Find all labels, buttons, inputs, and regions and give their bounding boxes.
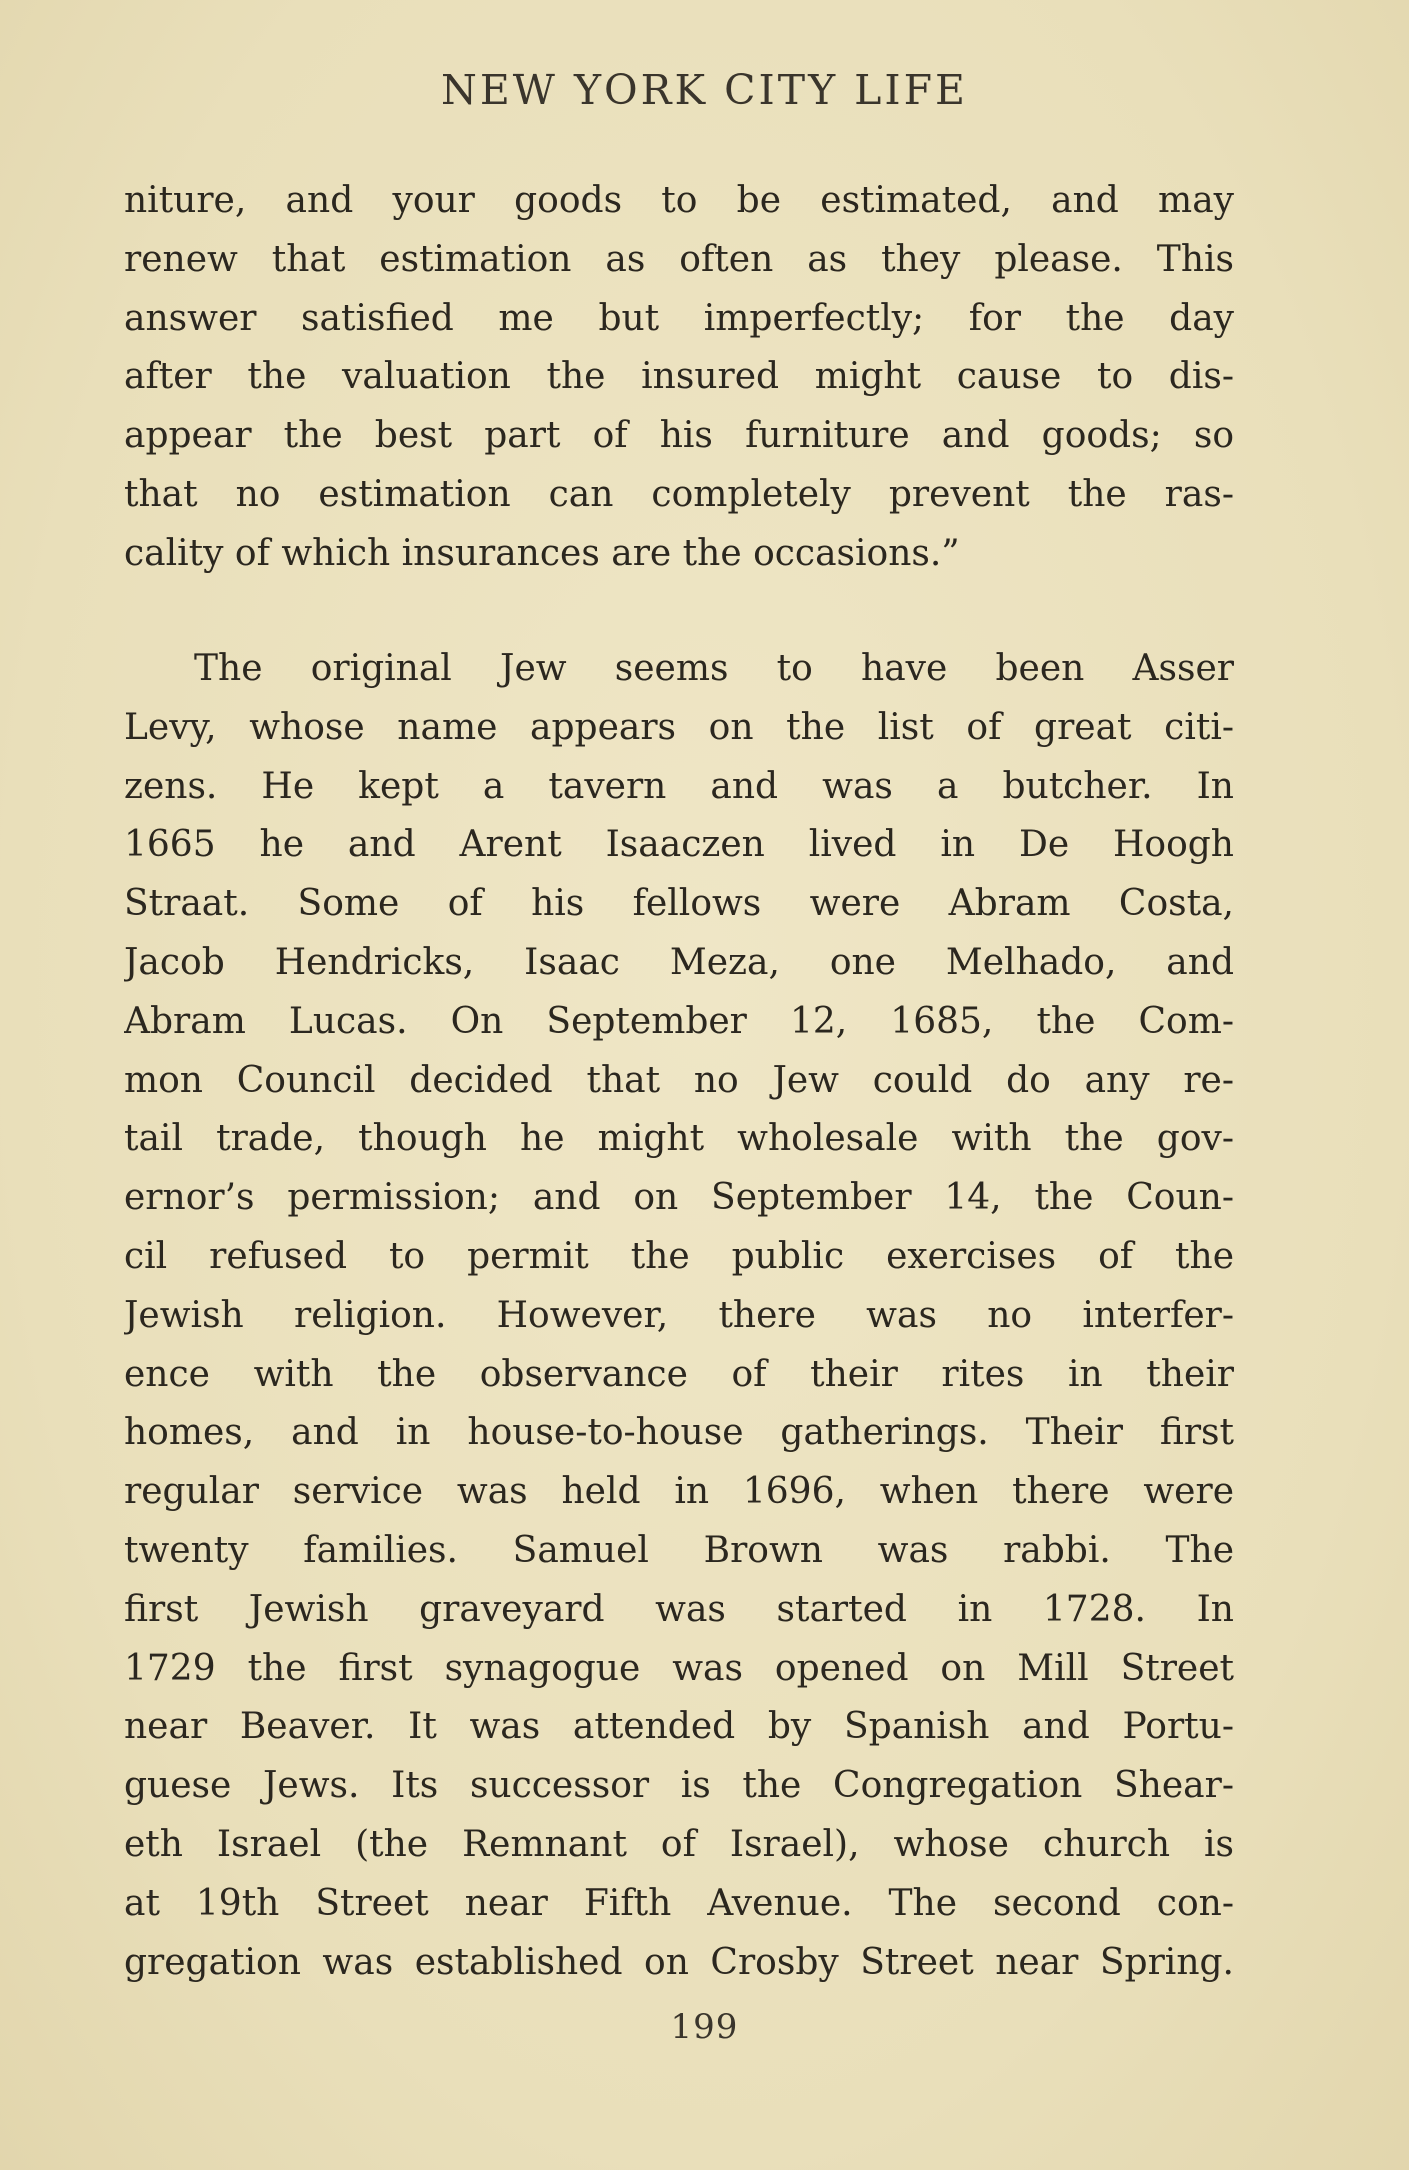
text-line: cality of which insurances are the occasions.”	[124, 532, 960, 574]
running-head: NEW YORK CITY LIFE	[440, 66, 968, 114]
text-line: ence with the observance of their rites in their	[124, 1353, 1234, 1395]
text-line: ernor’s permission; and on September 14, the Coun-	[124, 1177, 1234, 1219]
text-line: Jacob Hendricks, Isaac Meza, one Melhado, and	[124, 941, 1234, 983]
text-line: eth Israel (the Remnant of Israel), whose church is	[124, 1823, 1234, 1865]
text-line: twenty families. Samuel Brown was rabbi. The	[124, 1529, 1234, 1571]
paragraph-1	[124, 172, 1234, 584]
text-line: appear the best part of his furniture and goods; so	[124, 415, 1234, 457]
text-line: mon Council decided that no Jew could do any re-	[124, 1059, 1234, 1101]
text-line: zens. He kept a tavern and was a butcher. In	[124, 765, 1234, 807]
paragraph-2	[124, 640, 1234, 1992]
text-line: renew that estimation as often as they please. This	[124, 238, 1234, 280]
text-line: Abram Lucas. On September 12, 1685, the Com-	[124, 1000, 1234, 1042]
text-line: regular service was held in 1696, when there were	[124, 1471, 1234, 1513]
text-line: that no estimation can completely prevent the ras-	[124, 473, 1234, 515]
text-line: guese Jews. Its successor is the Congregation Shear-	[124, 1765, 1234, 1807]
text-line: Levy, whose name appears on the list of great citi-	[124, 706, 1234, 748]
page-number: 199	[670, 2007, 739, 2047]
text-line: The original Jew seems to have been Asser	[194, 648, 1234, 689]
text-line: after the valuation the insured might cause to dis-	[124, 356, 1234, 398]
text-line: tail trade, though he might wholesale with the gov-	[124, 1118, 1234, 1160]
text-line: niture, and your goods to be estimated, and may	[124, 180, 1234, 221]
text-line: near Beaver. It was attended by Spanish and Portu-	[124, 1706, 1234, 1748]
text-line: homes, and in house-to-house gatherings. Their first	[124, 1412, 1234, 1454]
text-line: at 19th Street near Fifth Avenue. The second con-	[124, 1882, 1234, 1924]
text-line: 1729 the first synagogue was opened on Mill Street	[124, 1647, 1234, 1689]
text-line: Jewish religion. However, there was no interfer-	[124, 1294, 1234, 1336]
text-line: cil refused to permit the public exercises of the	[124, 1235, 1234, 1277]
text-line: answer satisfied me but imperfectly; for the day	[124, 297, 1234, 339]
text-line: gregation was established on Crosby Street near Spring.	[124, 1941, 1234, 1983]
text-line: 1665 he and Arent Isaaczen lived in De Hoogh	[124, 824, 1234, 866]
text-line: Straat. Some of his fellows were Abram Costa,	[124, 883, 1234, 925]
text-line: first Jewish graveyard was started in 1728. In	[124, 1588, 1234, 1630]
